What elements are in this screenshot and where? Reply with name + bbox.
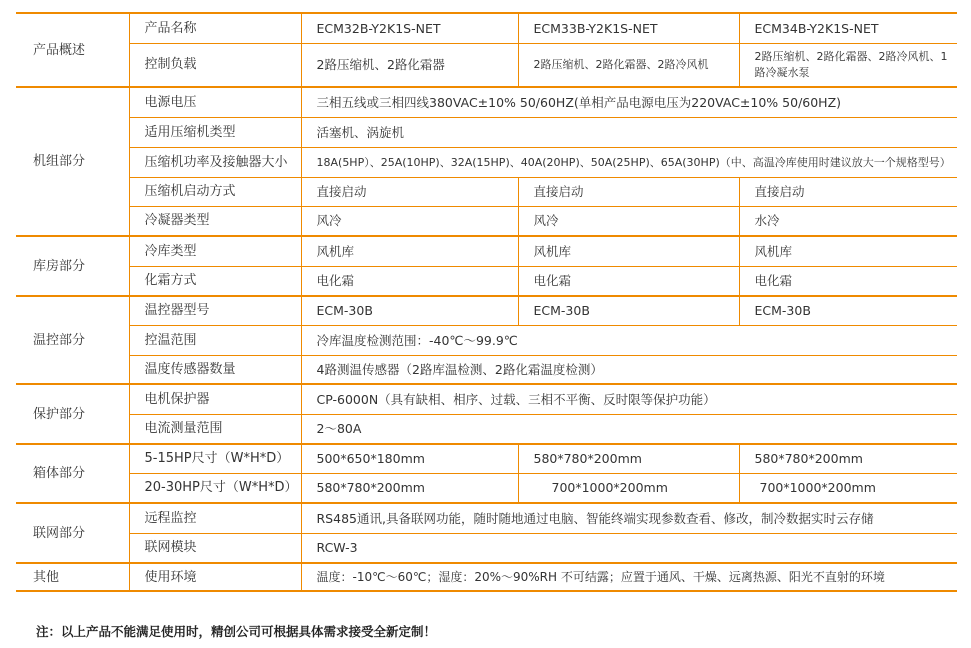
row-load (16, 43, 957, 87)
size2-c3: 700*1000*200mm (739, 473, 957, 503)
spec-table (16, 12, 957, 592)
condenser-c1: 风冷 (301, 206, 518, 236)
size2-c1: 580*780*200mm (301, 473, 518, 503)
room-type-c2: 风机库 (518, 236, 739, 266)
current-value: 2～80A (301, 414, 957, 444)
row-room-type (16, 236, 957, 266)
defrost-c3: 电化霜 (739, 266, 957, 296)
start-c2: 直接启动 (518, 177, 739, 206)
section-overview: 产品概述 (16, 13, 129, 87)
defrost-c1: 电化霜 (301, 266, 518, 296)
label-room-type: 冷库类型 (129, 236, 301, 266)
label-motor: 电机保护器 (129, 384, 301, 414)
section-cabinet: 箱体部分 (16, 444, 129, 503)
label-power: 电源电压 (129, 87, 301, 117)
row-size2 (16, 473, 957, 503)
row-defrost (16, 266, 957, 296)
label-size2: 20-30HP尺寸（W*H*D） (129, 473, 301, 503)
section-room: 库房部分 (16, 236, 129, 296)
row-condenser (16, 206, 957, 236)
row-controller (16, 296, 957, 325)
room-type-c1: 风机库 (301, 236, 518, 266)
label-start: 压缩机启动方式 (129, 177, 301, 206)
row-motor (16, 384, 957, 414)
env-value: 温度：-10℃～60℃；湿度：20%～90%RH 不可结露；应置于通风、干燥、远离热源、阳光不直射的环境 (301, 563, 957, 591)
footnote: 注：以上产品不能满足使用时，精创公司可根据具体需求接受全新定制！ (36, 624, 437, 639)
row-env (16, 563, 957, 591)
section-protect: 保护部分 (16, 384, 129, 444)
controller-c2: ECM-30B (518, 296, 739, 325)
label-model: 产品名称 (129, 13, 301, 43)
controller-c1: ECM-30B (301, 296, 518, 325)
size1-c3: 580*780*200mm (739, 444, 957, 473)
label-defrost: 化霜方式 (129, 266, 301, 296)
condenser-c3: 水冷 (739, 206, 957, 236)
controller-c3: ECM-30B (739, 296, 957, 325)
range-value: 冷库温度检测范围：-40℃～99.9℃ (301, 325, 957, 355)
compressor-type-value: 活塞机、涡旋机 (301, 117, 957, 147)
power-value: 三相五线或三相四线380VAC±10% 50/60HZ(单相产品电源电压为220VAC±10% 50/60HZ) (301, 87, 957, 117)
label-controller: 温控器型号 (129, 296, 301, 325)
start-c1: 直接启动 (301, 177, 518, 206)
model-c2: ECM33B-Y2K1S-NET (518, 13, 739, 43)
load-c2: 2路压缩机、2路化霜器、2路冷风机 (518, 43, 739, 87)
row-range (16, 325, 957, 355)
size1-c1: 500*650*180mm (301, 444, 518, 473)
load-c1: 2路压缩机、2路化霜器 (301, 43, 518, 87)
row-power (16, 87, 957, 117)
label-sensors: 温度传感器数量 (129, 355, 301, 384)
condenser-c2: 风冷 (518, 206, 739, 236)
section-unit: 机组部分 (16, 87, 129, 236)
row-size1 (16, 444, 957, 473)
size2-c2: 700*1000*200mm (518, 473, 739, 503)
row-remote (16, 503, 957, 533)
model-c3: ECM34B-Y2K1S-NET (739, 13, 957, 43)
label-range: 控温范围 (129, 325, 301, 355)
label-module: 联网模块 (129, 533, 301, 563)
label-compressor-power: 压缩机功率及接触器大小 (129, 147, 301, 177)
label-compressor-type: 适用压缩机类型 (129, 117, 301, 147)
label-remote: 远程监控 (129, 503, 301, 533)
motor-value: CP-6000N（具有缺相、相序、过载、三相不平衡、反时限等保护功能） (301, 384, 957, 414)
load-c3: 2路压缩机、2路化霜器、2路冷风机、1路冷凝水泵 (739, 43, 957, 87)
row-start (16, 177, 957, 206)
label-condenser: 冷凝器类型 (129, 206, 301, 236)
row-current (16, 414, 957, 444)
label-env: 使用环境 (129, 563, 301, 591)
room-type-c3: 风机库 (739, 236, 957, 266)
section-other: 其他 (16, 563, 129, 591)
section-network: 联网部分 (16, 503, 129, 563)
label-load: 控制负载 (129, 43, 301, 87)
module-value: RCW-3 (301, 533, 957, 563)
section-temp: 温控部分 (16, 296, 129, 384)
row-model (16, 13, 957, 43)
defrost-c2: 电化霜 (518, 266, 739, 296)
label-size1: 5-15HP尺寸（W*H*D） (129, 444, 301, 473)
remote-value: RS485通讯,具备联网功能，随时随地通过电脑、智能终端实现参数查看、修改，制冷数据实时云存储 (301, 503, 957, 533)
row-sensors (16, 355, 957, 384)
row-compressor-power (16, 147, 957, 177)
row-compressor-type (16, 117, 957, 147)
label-current: 电流测量范围 (129, 414, 301, 444)
compressor-power-value: 18A(5HP）、25A(10HP)、32A(15HP)、40A(20HP)、50A(25HP)、65A(30HP)（中、高温冷库使用时建议放大一个规格型号） (301, 147, 957, 177)
model-c1: ECM32B-Y2K1S-NET (301, 13, 518, 43)
row-module (16, 533, 957, 563)
start-c3: 直接启动 (739, 177, 957, 206)
size1-c2: 580*780*200mm (518, 444, 739, 473)
sensors-value: 4路测温传感器（2路库温检测、2路化霜温度检测） (301, 355, 957, 384)
